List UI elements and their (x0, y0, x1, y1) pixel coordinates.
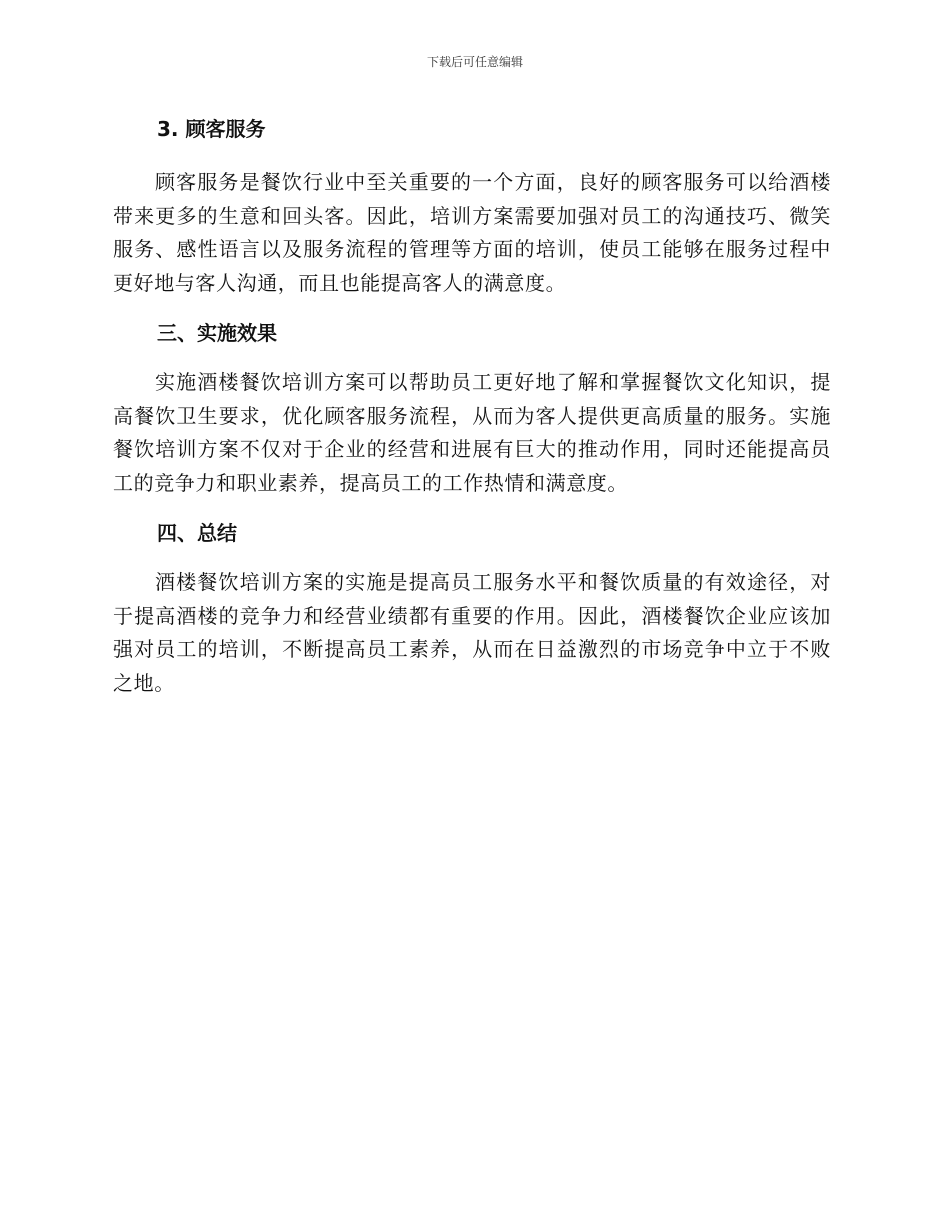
page-header-note: 下载后可任意编辑 (426, 55, 523, 69)
section-heading-summary: 四、总结 (157, 521, 237, 545)
section-paragraph-summary: 酒楼餐饮培训方案的实施是提高员工服务水平和餐饮质量的有效途径，对于提高酒楼的竞争力和经营业绩都有重要的作用。因此，酒楼餐饮企业应该加强对员工的培训，不断提高员工素养，从而在日益激烈的市场竞争中立于不败之地。 (113, 570, 831, 695)
section-heading-customer-service: 3. 顾客服务 (157, 117, 266, 141)
document-body (113, 112, 831, 700)
section-paragraph-customer-service: 顾客服务是餐饮行业中至关重要的一个方面，良好的顾客服务可以给酒楼带来更多的生意和回头客。因此，培训方案需要加强对员工的沟通技巧、微笑服务、感性语言以及服务流程的管理等方面的培训，使员工能够在服务过程中更好地与客人沟通，而且也能提高客人的满意度。 (113, 170, 831, 295)
section-heading-implementation-effect: 三、实施效果 (157, 321, 277, 345)
section-paragraph-implementation-effect: 实施酒楼餐饮培训方案可以帮助员工更好地了解和掌握餐饮文化知识，提高餐饮卫生要求，优化顾客服务流程，从而为客人提供更高质量的服务。实施餐饮培训方案不仅对于企业的经营和进展有巨大的推动作用，同时还能提高员工的竞争力和职业素养，提高员工的工作热情和满意度。 (113, 370, 831, 495)
